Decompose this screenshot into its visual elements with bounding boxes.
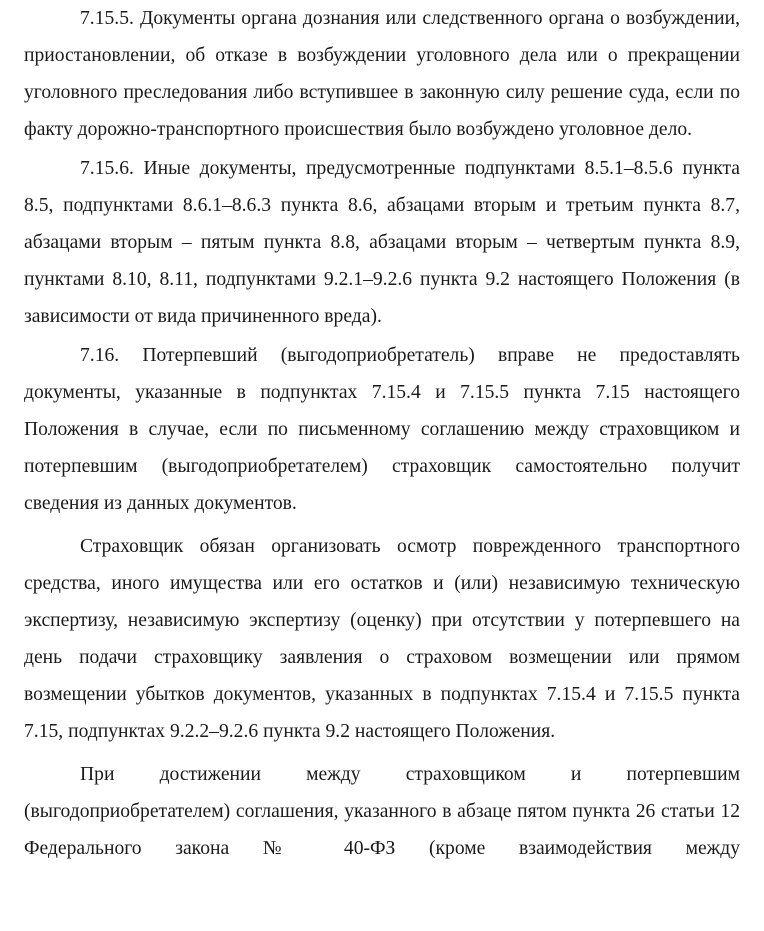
paragraph-7-15-6: 7.15.6. Иные документы, предусмотренные подпунктами 8.5.1–8.5.6 пункта 8.5, подпунктами 8.6.1–8.6.3 пункта 8.6, абзацами вторым и третьим пункта 8.7, абзацами вторым – пятым пункта 8.8, абзацами вторым – четвертым пункта 8.9, пунктами 8.10, 8.11, подпунктами 9.2.1–9.2.6 пункта 9.2 настоящего Положения (в зависимости от вида причиненного вреда). — [24, 158, 740, 327]
paragraph-agreement: При достижении между страховщиком и потерпевшим (выгодоприобретателем) соглашения, указанного в абзаце пятом пункта 26 статьи 12 Федерального закона № 40-ФЗ (кроме взаимодействия между — [24, 764, 740, 859]
paragraph-insurer-obliged: Страховщик обязан организовать осмотр поврежденного транспортного средства, иного имущества или его остатков и (или) независимую техническую экспертизу, независимую экспертизу (оценку) при отсутствии у потерпевшего на день подачи страховщику заявления о страховом возмещении или прямом возмещении убытков документов, указанных в подпунктах 7.15.4 и 7.15.5 пункта 7.15, подпунктах 9.2.2–9.2.6 пункта 9.2 настоящего Положения. — [24, 536, 740, 742]
document-page — [24, 0, 740, 867]
paragraph-7-16: 7.16. Потерпевший (выгодоприобретатель) вправе не предоставлять документы, указанные в подпунктах 7.15.4 и 7.15.5 пункта 7.15 настоящего Положения в случае, если по письменному соглашению между страховщиком и потерпевшим (выгодоприобретателем) страховщик самостоятельно получит сведения из данных документов. — [24, 345, 740, 514]
paragraph-7-15-5: 7.15.5. Документы органа дознания или следственного органа о возбуждении, приостановлении, об отказе в возбуждении уголовного дела или о прекращении уголовного преследования либо вступившее в законную силу решение суда, если по факту дорожно-транспортного происшествия было возбуждено уголовное дело. — [24, 8, 740, 140]
